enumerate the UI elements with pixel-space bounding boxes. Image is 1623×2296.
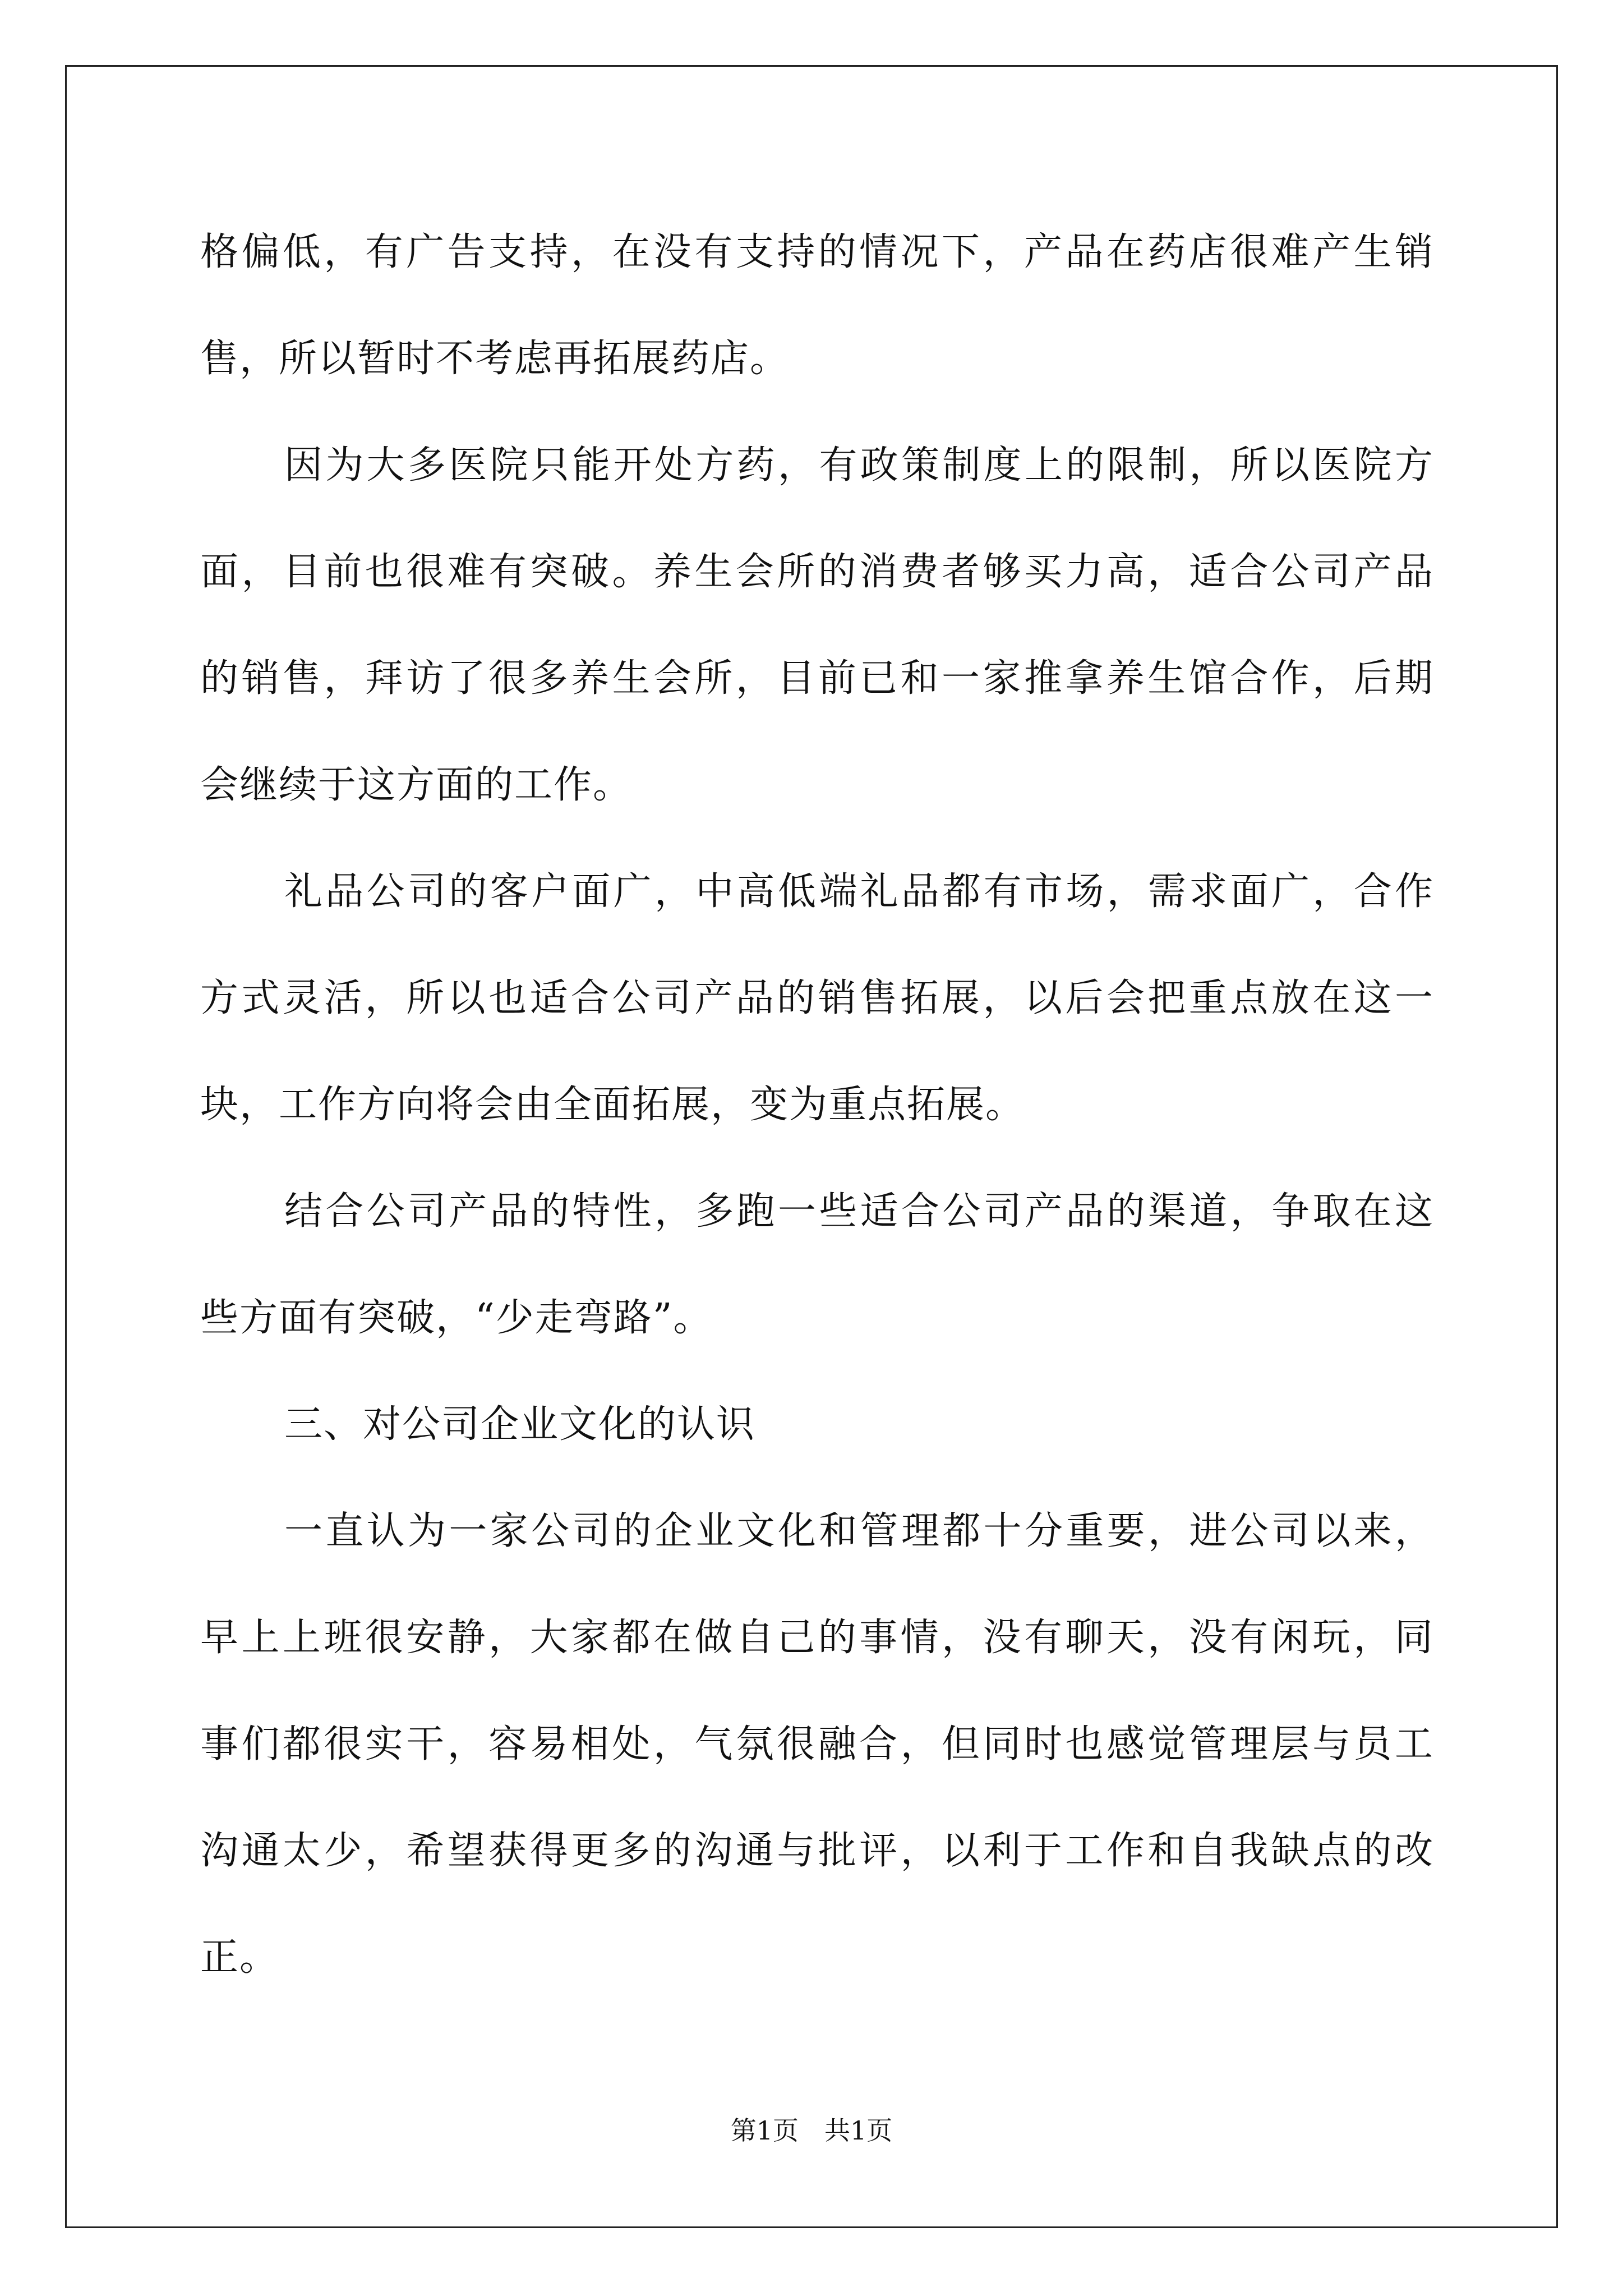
paragraph-6-line-4: 沟通太少，希望获得更多的沟通与批评，以利于工作和自我缺点的改 — [200, 1829, 1434, 1873]
paragraph-3-line-3: 块，工作方向将会由全面拓展，变为重点拓展。 — [200, 1083, 1025, 1127]
paragraph-2-line-4: 会继续于这方面的工作。 — [200, 763, 633, 807]
paragraph-2-line-1: 因为大多医院只能开处方药，有政策制度上的限制，所以医院方 — [284, 443, 1434, 487]
paragraph-4-line-2: 些方面有突破，“少走弯路”。 — [200, 1296, 713, 1340]
page-number: 第1页 共1页 — [730, 2115, 893, 2146]
paragraph-6-line-5: 正。 — [200, 1935, 279, 1980]
paragraph-1-line-2: 售，所以暂时不考虑再拓展药店。 — [200, 337, 790, 381]
paragraph-6-line-2: 早上上班很安静，大家都在做自己的事情，没有聊天，没有闲玩，同 — [200, 1616, 1434, 1660]
document-body — [200, 216, 1434, 2028]
paragraph-4-line-1: 结合公司产品的特性，多跑一些适合公司产品的渠道，争取在这 — [284, 1189, 1434, 1234]
paragraph-3-line-1: 礼品公司的客户面广，中高低端礼品都有市场，需求面广，合作 — [284, 869, 1434, 914]
paragraph-1-line-1: 格偏低，有广告支持，在没有支持的情况下，产品在药店很难产生销 — [200, 230, 1434, 274]
paragraph-2-line-2: 面，目前也很难有突破。养生会所的消费者够买力高，适合公司产品 — [200, 550, 1434, 594]
paragraph-2-line-3: 的销售，拜访了很多养生会所，目前已和一家推拿养生馆合作，后期 — [200, 656, 1434, 701]
paragraph-6-line-3: 事们都很实干，容易相处，气氛很融合，但同时也感觉管理层与员工 — [200, 1722, 1434, 1766]
paragraph-6-line-1: 一直认为一家公司的企业文化和管理都十分重要，进公司以来， — [284, 1509, 1434, 1553]
section-heading: 三、对公司企业文化的认识 — [284, 1402, 756, 1447]
paragraph-3-line-2: 方式灵活，所以也适合公司产品的销售拓展，以后会把重点放在这一 — [200, 976, 1434, 1020]
